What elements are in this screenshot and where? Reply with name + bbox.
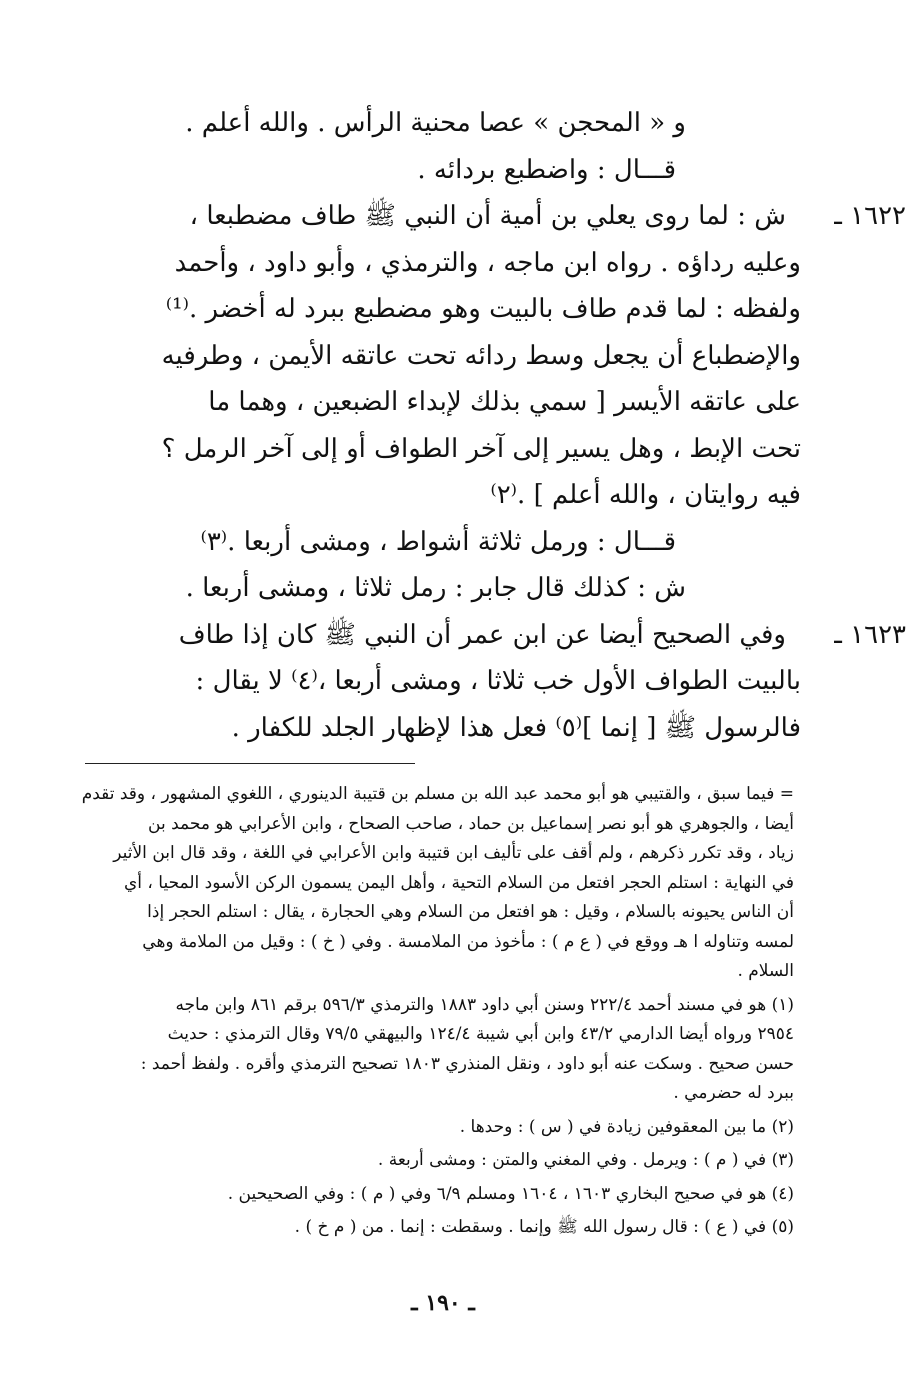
footnote-line: لمسه وتناوله ا هـ ووقع في ( ع م ) : مأخوذ من الملامسة . وفي ( خ ) : وقيل من الملامة وهي: [142, 931, 794, 952]
text-line: [70, 379, 801, 426]
text-line: [70, 519, 801, 566]
footnote-line: (٣) في ( م ) : ويرمل . وفي المغني والمتن : ومشى أربعة .: [377, 1150, 794, 1170]
line-text: والإضطباع أن يجعل وسط ردائه تحت عاتقه الأيمن ، وطرفيه: [161, 340, 801, 371]
line-text: فالرسول ﷺ [ إنما ]⁽٥⁾ فعل هذا لإظهار الجلد للكفار .: [231, 712, 801, 743]
footnote-line: (٤) هو في صحيح البخاري ١٦٠٣ ، ١٦٠٤ ومسلم ٦/٩ وفي ( م ) : وفي الصحيحين .: [227, 1183, 794, 1204]
text-line: [70, 100, 801, 147]
text-line: [70, 565, 801, 612]
page-number: ـ ١٩٠ ـ: [411, 1290, 475, 1316]
footnote-line: ببرد له حضرمي .: [673, 1083, 794, 1103]
line-text: تحت الإبط ، وهل يسير إلى آخر الطواف أو إلى آخر الرمل ؟: [161, 433, 801, 464]
line-text: فيه روايتان ، والله أعلم ] .⁽٢⁾: [490, 480, 801, 510]
footnote-line: (٥) في ( ع ) : قال رسول الله ﷺ وإنما . وسقطت : إنما . من ( م خ ) .: [294, 1217, 794, 1237]
text-line: [70, 333, 801, 380]
text-line: [70, 612, 906, 659]
line-text: قـــال : واضطبع بردائه .: [417, 154, 676, 185]
line-text: ولفظه : لما قدم طاف بالبيت وهو مضطبع ببرد له أخضر .⁽¹⁾: [165, 294, 801, 324]
line-text: بالبيت الطواف الأول خب ثلاثا ، ومشى أربعا ،⁽٤⁾ لا يقال :: [195, 666, 801, 696]
footnote-line: حسن صحيح . وسكت عنه أبو داود ، ونقل المنذري ١٨٠٣ تصحيح الترمذي وأقره . ولفظ أحمد :: [140, 1053, 794, 1074]
footnote-line: السلام .: [737, 961, 794, 981]
line-text: و « المحجن » عصا محنية الرأس . والله أعلم .: [185, 108, 686, 138]
text-line: [70, 240, 801, 287]
line-text: ش : لما روى يعلي بن أمية أن النبي ﷺ طاف مضطبعا ،: [189, 201, 786, 231]
line-text: على عاتقه الأيسر [ سمي بذلك لإبداء الضبعين ، وهما ما: [208, 387, 801, 417]
text-line: [70, 286, 801, 333]
footnote-line: في النهاية : استلم الحجر افتعل من السلام التحية ، وأهل اليمن يسمون الركن الأسود المحيا ، أي: [123, 872, 794, 893]
footnote-line: ٢٩٥٤ ورواه أيضا الدارمي ٤٣/٢ وابن أبي شيبة ١٢٤/٤ والبيهقي ٧٩/٥ وقال الترمذي : حديث: [167, 1024, 794, 1044]
paragraph-number: ١٦٢٢ ـ: [834, 201, 906, 231]
footnote-line: أيضا ، والجوهري هو أبو نصر إسماعيل بن حماد ، صاحب الصحاح ، وابن الأعرابي هو محمد بن: [148, 813, 794, 834]
text-line: [70, 658, 801, 705]
line-text: قـــال : ورمل ثلاثة أشواط ، ومشى أربعا .⁽٣⁾: [200, 526, 676, 557]
paragraph-number: ١٦٢٣ ـ: [834, 619, 906, 650]
footnote-line: أن الناس يحيونه بالسلام ، وقيل : هو افتعل من السلام وهي الحجارة ، يقال : استلم الحجر إذا: [147, 902, 794, 922]
footnote-line: زياد ، وقد تكرر ذكرهم ، ولم أقف على تأليف ابن قتيبة وابن الأعرابي في اللغة ، وقد قال ابن الأثير: [113, 843, 794, 863]
text-line: [70, 426, 801, 473]
footnote-line: (١) هو في مسند أحمد ٢٢٢/٤ وسنن أبي داود ١٨٨٣ والترمذي ٥٩٦/٣ برقم ٨٦١ وابن ماجه: [175, 994, 794, 1015]
text-line: [70, 193, 906, 240]
footnote-line: = فيما سبق ، والقتيبي هو أبو محمد عبد الله بن مسلم بن قتيبة الدينوري ، اللغوي المشهور ، وقد تقدم: [81, 784, 794, 804]
line-text: ش : كذلك قال جابر : رمل ثلاثا ، ومشى أربعا .: [185, 573, 686, 603]
text-line: [70, 147, 801, 194]
text-line: [70, 705, 801, 752]
footnotes: [80, 780, 794, 1243]
footnote-line: (٢) ما بين المعقوفين زيادة في ( س ) : وحدها .: [459, 1116, 794, 1137]
line-text: وفي الصحيح أيضا عن ابن عمر أن النبي ﷺ كان إذا طاف: [178, 619, 786, 650]
main-text: [70, 100, 906, 751]
footnote-separator: [85, 763, 415, 764]
line-text: وعليه رداؤه . رواه ابن ماجه ، والترمذي ، وأبو داود ، وأحمد: [174, 247, 801, 278]
text-line: [70, 472, 801, 519]
